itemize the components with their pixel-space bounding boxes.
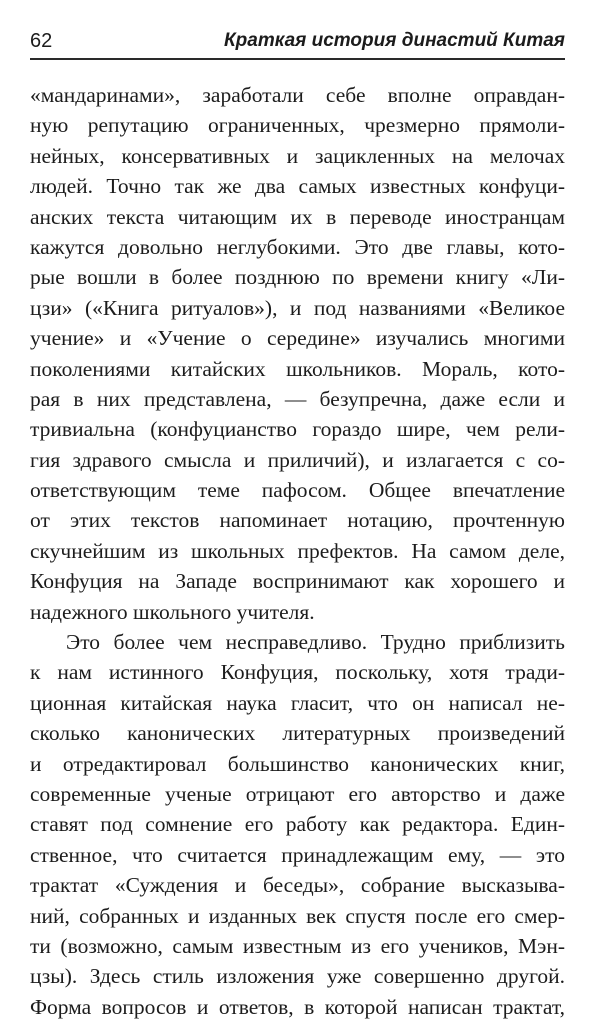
running-title: Краткая история династий Китая [223,30,565,51]
text-line: гия здравого смысла и приличий), и излагается с со- [30,447,565,472]
text-line: Форма вопросов и ответов, в которой написан трактат, [30,994,565,1019]
body-text [30,80,565,1022]
text-line: ответствующим теме пафосом. Общее впечатление [30,478,565,503]
text-line: цзи» («Книга ритуалов»), и под названиями «Великое [30,295,565,320]
text-line: ставят под сомнение его работу как редактора. Един- [30,812,565,837]
header-rule [30,58,565,60]
text-line: к нам истинного Конфуция, поскольку, хотя тради- [30,660,565,685]
text-line: цзы). Здесь стиль изложения уже совершенно другой. [30,964,565,989]
text-line: анских текста читающим их в переводе иностранцам [30,204,565,229]
text-line: и отредактировал большинство канонических книг, [30,751,565,776]
paragraph-first-line: Это более чем несправедливо. Трудно приблизить [66,630,565,655]
page-header [30,28,565,56]
text-line: ную репутацию ограниченных, чрезмерно прямоли- [30,113,565,138]
text-line: ственное, что считается принадлежащим ему, — это [30,842,565,867]
text-line: трактат «Суждения и беседы», собрание высказыва- [30,873,565,898]
text-line: поколениями китайских школьников. Мораль, кото- [30,356,565,381]
text-line: учение» и «Учение о середине» изучались многими [30,326,565,351]
text-line: от этих текстов напоминает нотацию, прочтенную [30,508,565,533]
text-line: сколько канонических литературных произведений [30,721,565,746]
text-line: рая в них представлена, — безупречна, даже если и [30,386,565,411]
text-line: людей. Точно так же два самых известных конфуци- [30,174,565,199]
text-line: ционная китайская наука гласит, что он написал не- [30,690,565,715]
text-line: ний, собранных и изданных век спустя после его смер- [30,903,565,928]
text-line: скучнейшим из школьных префектов. На самом деле, [30,538,565,563]
text-line: кажутся довольно неглубокими. Это две главы, кото- [30,234,565,259]
text-line: «мандаринами», заработали себе вполне оправдан- [30,83,565,107]
text-line: современные ученые отрицают его авторство и даже [30,781,565,806]
text-line: рые вошли в более позднюю по времени книгу «Ли- [30,265,565,290]
page-number: 62 [30,30,53,52]
text-line: Конфуция на Западе воспринимают как хорошего и [30,569,565,594]
text-line: ти (возможно, самым известным из его учеников, Мэн- [30,933,565,958]
text-line: нейных, консервативных и зацикленных на мелочах [30,143,565,168]
paragraph-last-line: надежного школьного учителя. [30,599,315,624]
text-line: тривиальна (конфуцианство гораздо шире, чем рели- [30,417,565,442]
